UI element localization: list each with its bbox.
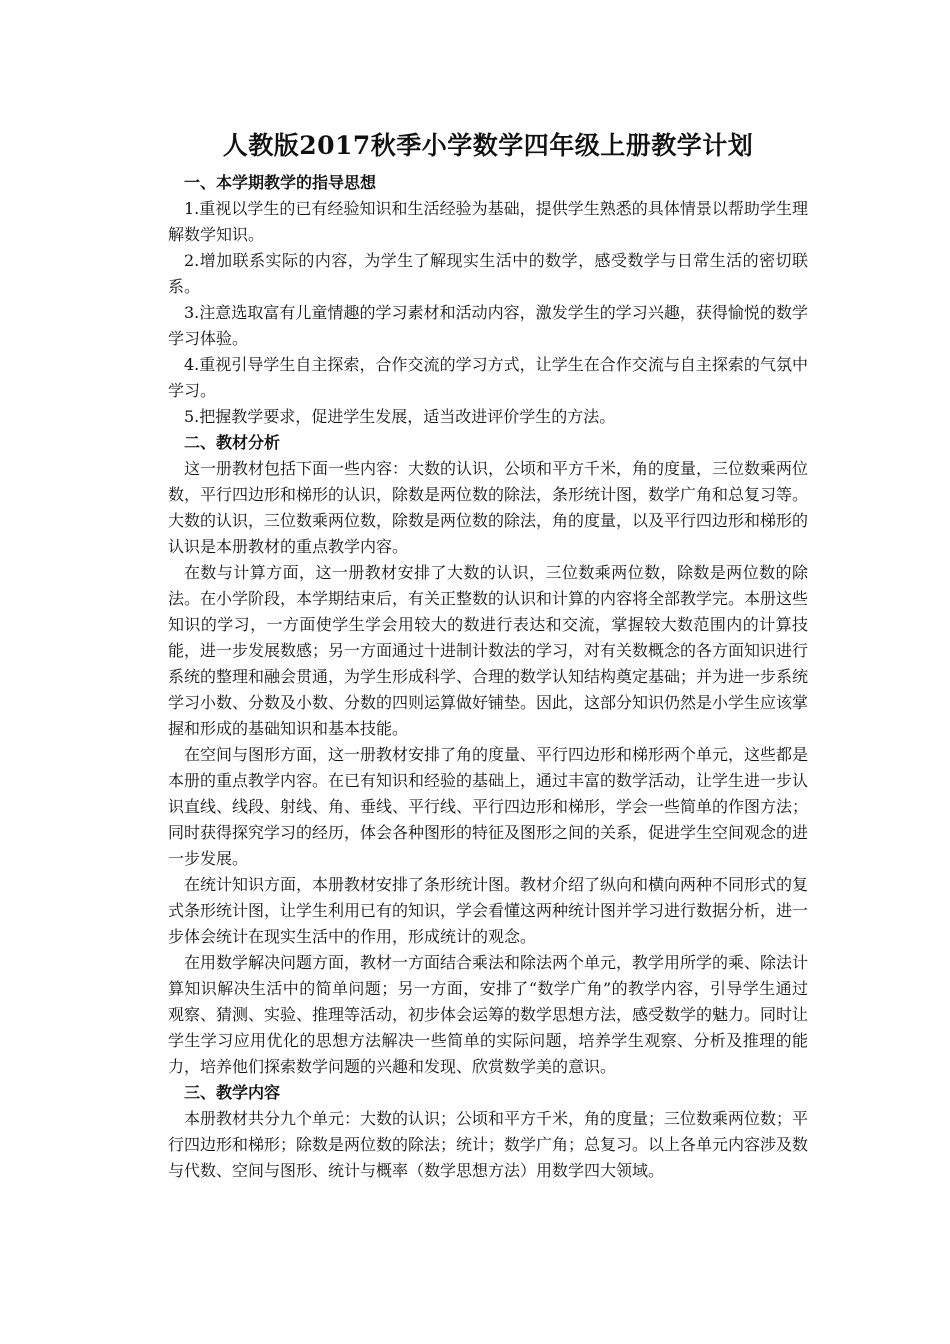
section-teaching-content — [168, 1080, 808, 1184]
paragraph: 2.增加联系实际的内容，为学生了解现实生活中的数学，感受数学与日常生活的密切联系。 — [168, 251, 808, 296]
document-page — [168, 128, 808, 1184]
section-heading: 三、教学内容 — [184, 1083, 281, 1102]
paragraph: 在空间与图形方面，这一册教材安排了角的度量、平行四边形和梯形两个单元，这些都是本册的重点教学内容。在已有知识和经验的基础上，通过丰富的数学活动，让学生进一步认识直线、线段、射线、角、垂线、平行线、平行四边形和梯形，学会一些简单的作图方法；同时获得探究学习的经历，体会各种图形的特征及图形之间的关系，促进学生空间观念的进一步发展。 — [168, 745, 809, 868]
document-title: 人教版2017秋季小学数学四年级上册教学计划 — [222, 131, 754, 160]
paragraph: 4.重视引导学生自主探索，合作交流的学习方式，让学生在合作交流与自主探索的气氛中学习。 — [168, 355, 808, 400]
paragraph: 1.重视以学生的已有经验知识和生活经验为基础，提供学生熟悉的具体情景以帮助学生理解数学知识。 — [168, 199, 808, 244]
section-heading: 二、教材分析 — [184, 433, 281, 452]
paragraph: 这一册教材包括下面一些内容：大数的认识，公顷和平方千米，角的度量，三位数乘两位数，平行四边形和梯形的认识，除数是两位数的除法，条形统计图，数学广角和总复习等。大数的认识，三位数乘两位数，除数是两位数的除法，角的度量，以及平行四边形和梯形的认识是本册教材的重点教学内容。 — [168, 459, 809, 556]
paragraph: 5.把握教学要求，促进学生发展，适当改进评价学生的方法。 — [184, 407, 616, 426]
paragraph: 在用数学解决问题方面，教材一方面结合乘法和除法两个单元，教学用所学的乘、除法计算知识解决生活中的简单问题；另一方面，安排了“数学广角”的教学内容，引导学生通过观察、猜测、实验、推理等活动，初步体会运筹的数学思想方法，感受数学的魅力。同时让学生学习应用优化的思想方法解决一些简单的实际问题，培养学生观察、分析及推理的能力，培养他们探索数学问题的兴趣和发现、欣赏数学美的意识。 — [168, 953, 809, 1076]
paragraph: 在数与计算方面，这一册教材安排了大数的认识，三位数乘两位数，除数是两位数的除法。在小学阶段，本学期结束后，有关正整数的认识和计算的内容将全部教学完。本册这些知识的学习，一方面使学生学会用较大的数进行表达和交流，掌握较大数范围内的计算技能，进一步发展数感；另一方面通过十进制计数法的学习，对有关数概念的各方面知识进行系统的整理和融会贯通，为学生形成科学、合理的数学认知结构奠定基础；并为进一步系统学习小数、分数及小数、分数的四则运算做好铺垫。因此，这部分知识仍然是小学生应该掌握和形成的基础知识和基本技能。 — [168, 563, 809, 738]
section-textbook-analysis — [168, 430, 808, 1080]
paragraph: 3.注意选取富有儿童情趣的学习素材和活动内容，激发学生的学习兴趣，获得愉悦的数学学习体验。 — [168, 303, 808, 348]
section-heading: 一、本学期教学的指导思想 — [184, 173, 377, 192]
paragraph: 本册教材共分九个单元：大数的认识；公顷和平方千米，角的度量；三位数乘两位数；平行四边形和梯形；除数是两位数的除法；统计；数学广角；总复习。以上各单元内容涉及数与代数、空间与图形、统计与概率（数学思想方法）用数学四大领域。 — [168, 1109, 809, 1180]
section-guiding-ideas — [168, 170, 808, 430]
paragraph: 在统计知识方面，本册教材安排了条形统计图。教材介绍了纵向和横向两种不同形式的复式条形统计图，让学生利用已有的知识，学会看懂这两种统计图并学习进行数据分析，进一步体会统计在现实生活中的作用，形成统计的观念。 — [168, 875, 809, 946]
